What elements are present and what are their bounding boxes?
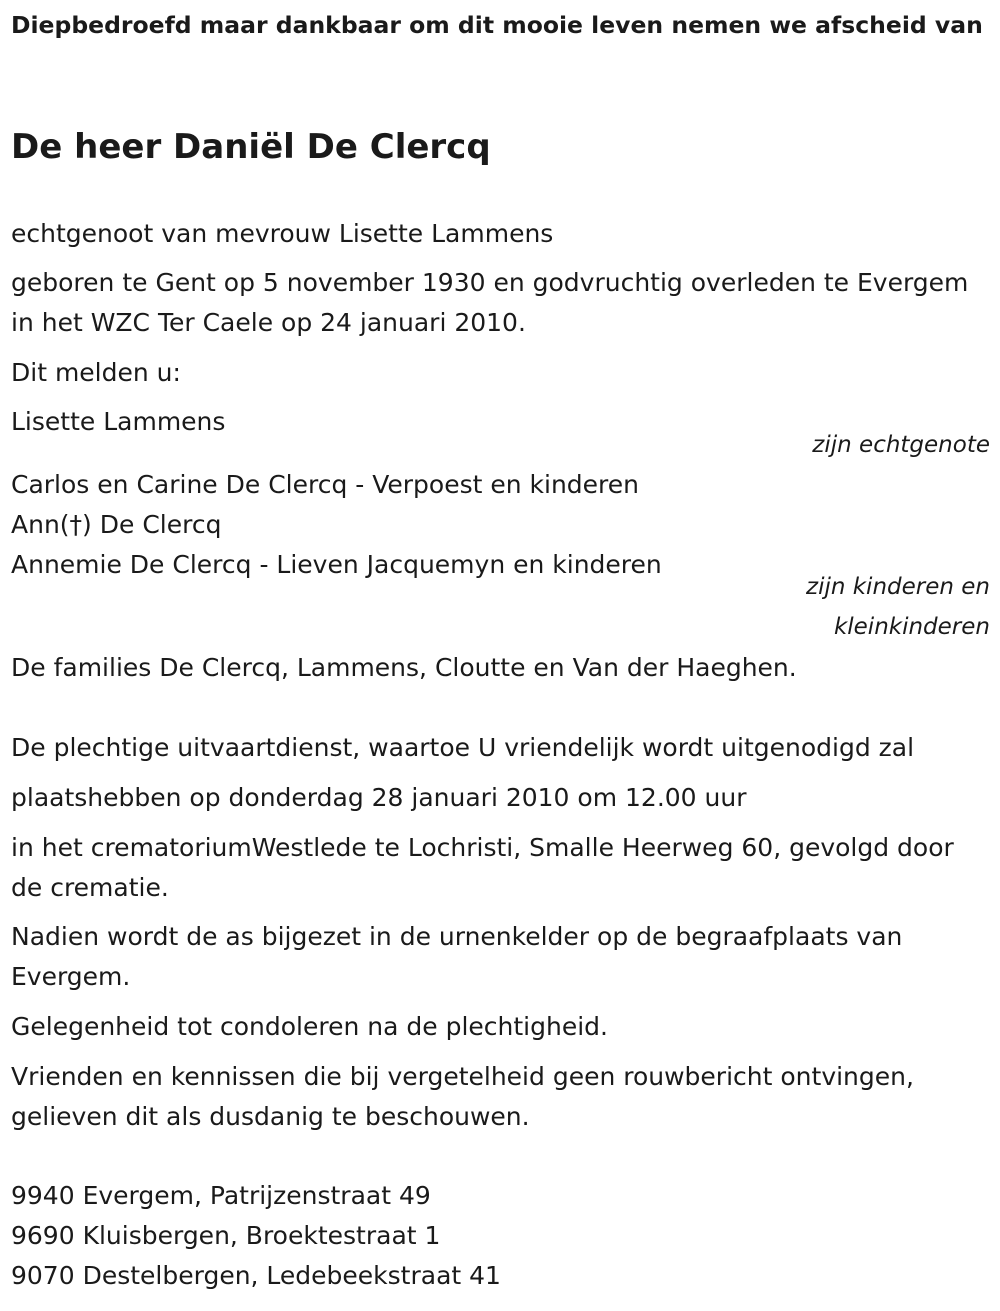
child-3: Annemie De Clercq - Lieven Jacquemyn en kinderen [11, 550, 662, 579]
spouse-name: Lisette Lammens [11, 407, 226, 436]
service-line-1: De plechtige uitvaartdienst, waartoe U vriendelijk wordt uitgenodigd zal [11, 733, 915, 762]
child-2: Ann(†) De Clercq [11, 510, 222, 539]
children-role-1: zijn kinderen en [806, 574, 990, 600]
note-text: Vrienden en kennissen die bij vergetelheid geen rouwbericht ontvingen, gelieven dit als dusdanig te beschouwen. [11, 1062, 914, 1131]
child-1: Carlos en Carine De Clercq - Verpoest en kinderen [11, 470, 640, 499]
service-line-2: plaatshebben op donderdag 28 januari 2010 om 12.00 uur [11, 783, 747, 812]
intro-text: Diepbedroefd maar dankbaar om dit mooie leven nemen we afscheid van [11, 11, 983, 39]
families-text: De families De Clercq, Lammens, Cloutte en Van der Haeghen. [11, 653, 797, 682]
service-location: in het crematoriumWestlede te Lochristi, Smalle Heerweg 60, gevolgd door de crematie. [11, 833, 954, 902]
children-role-2: kleinkinderen [833, 614, 990, 640]
birth-death-text: geboren te Gent op 5 november 1930 en godvruchtig overleden te Evergem in het WZC Ter Caele op 24 januari 2010. [11, 268, 969, 337]
address-3: 9070 Destelbergen, Ledebeekstraat 41 [11, 1261, 501, 1290]
ashes-text: Nadien wordt de as bijgezet in de urnenkelder op de begraafplaats van Evergem. [11, 922, 903, 991]
address-2: 9690 Kluisbergen, Broektestraat 1 [11, 1221, 441, 1250]
spouse-line: echtgenoot van mevrouw Lisette Lammens [11, 219, 554, 248]
deceased-name: De heer Daniël De Clercq [11, 127, 491, 167]
spouse-role: zijn echtgenote [812, 432, 990, 458]
address-1: 9940 Evergem, Patrijzenstraat 49 [11, 1181, 431, 1210]
condolence-text: Gelegenheid tot condoleren na de plechtigheid. [11, 1012, 608, 1041]
announce-text: Dit melden u: [11, 358, 181, 387]
